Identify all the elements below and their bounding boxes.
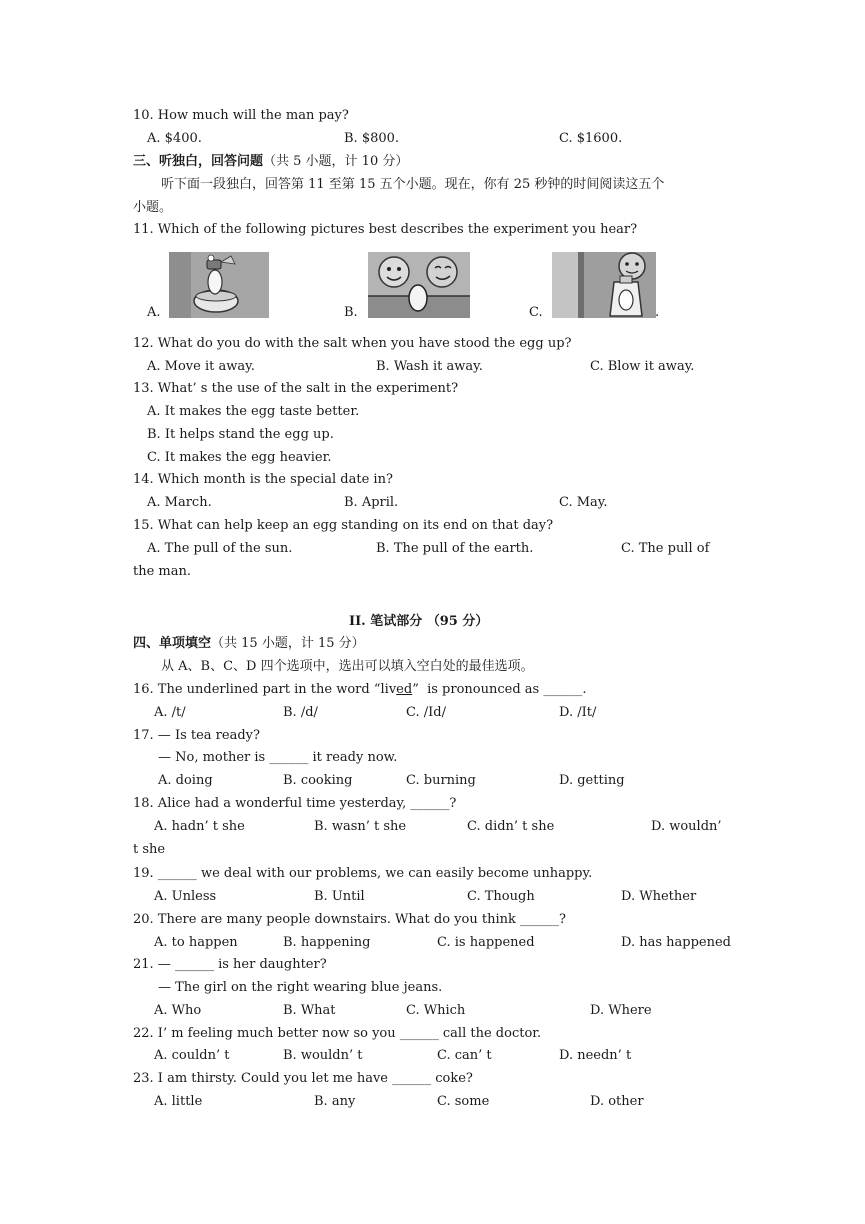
q19-option-c: C. Though bbox=[467, 889, 535, 904]
question-12-stem: 12. What do you do with the salt when you have stood the egg up? bbox=[133, 336, 572, 351]
q18-option-a: A. hadn’ t she bbox=[154, 819, 245, 834]
q10-option-a: A. $400. bbox=[147, 131, 202, 146]
q14-option-c: C. May. bbox=[559, 495, 608, 510]
q16-stem-pre: 16. The underlined part in the word “li bbox=[133, 682, 389, 697]
q18-option-c: C. didn’ t she bbox=[467, 819, 555, 834]
q22-option-b: B. wouldn’ t bbox=[283, 1048, 363, 1063]
q10-option-b: B. $800. bbox=[344, 131, 400, 146]
q16-stem-post: ” is pronounced as ______. bbox=[412, 682, 587, 697]
q23-option-c: C. some bbox=[437, 1094, 490, 1109]
q15-option-b: B. The pull of the earth. bbox=[376, 541, 534, 556]
q16-underlined-part: ed bbox=[396, 682, 413, 697]
q23-option-b: B. any bbox=[314, 1094, 356, 1109]
q22-option-a: A. couldn’ t bbox=[154, 1048, 230, 1063]
q16-option-d: D. /It/ bbox=[559, 705, 597, 720]
question-20-stem: 20. There are many people downstairs. What do you think ______? bbox=[133, 912, 566, 927]
q11-option-c: C. bbox=[529, 305, 543, 320]
part-2-title: II. 笔试部分 （95 分） bbox=[349, 614, 489, 629]
q20-option-c: C. is happened bbox=[437, 935, 535, 950]
q13-option-c: C. It makes the egg heavier. bbox=[147, 450, 332, 465]
q14-option-b: B. April. bbox=[344, 495, 399, 510]
section-3-instruction-line2: 小题。 bbox=[133, 200, 173, 215]
section-4-note: （共 15 小题，计 15 分） bbox=[211, 636, 365, 651]
q23-option-a: A. little bbox=[154, 1094, 203, 1109]
q21-option-b: B. What bbox=[283, 1003, 336, 1018]
q10-option-c: C. $1600. bbox=[559, 131, 623, 146]
q16-option-a: A. /t/ bbox=[154, 705, 186, 720]
question-17-stem: 17. — Is tea ready? bbox=[133, 728, 260, 743]
section-4-heading bbox=[133, 636, 365, 652]
q12-option-a: A. Move it away. bbox=[147, 359, 255, 374]
q17-option-b: B. cooking bbox=[283, 773, 353, 788]
section-4-instruction: 从 A、B、C、D 四个选项中，选出可以填入空白处的最佳选项。 bbox=[161, 659, 534, 674]
section-3-note: （共 5 小题，计 10 分） bbox=[263, 154, 409, 169]
question-11-stem: 11. Which of the following pictures best describes the experiment you hear? bbox=[133, 222, 638, 237]
question-15-stem: 15. What can help keep an egg standing on its end on that day? bbox=[133, 518, 554, 533]
q16-option-c: C. /Id/ bbox=[406, 705, 446, 720]
q21-option-c: C. Which bbox=[406, 1003, 466, 1018]
section-3-title: 三、听独白，回答问题 bbox=[133, 154, 264, 169]
q21-option-d: D. Where bbox=[590, 1003, 652, 1018]
q19-option-a: A. Unless bbox=[154, 889, 217, 904]
q20-option-d: D. has happened bbox=[621, 935, 731, 950]
q15-option-c: C. The pull of bbox=[621, 541, 710, 556]
q20-option-b: B. happening bbox=[283, 935, 371, 950]
q14-option-a: A. March. bbox=[147, 495, 212, 510]
q19-option-d: D. Whether bbox=[621, 889, 697, 904]
question-10-stem: 10. How much will the man pay? bbox=[133, 108, 349, 123]
q11-option-a: A. bbox=[147, 305, 161, 320]
q15-option-c-continuation: the man. bbox=[133, 564, 192, 579]
section-3-heading bbox=[133, 154, 408, 170]
q12-option-c: C. Blow it away. bbox=[590, 359, 695, 374]
q11-trailing-period: . bbox=[655, 305, 660, 320]
q16-option-b: B. /d/ bbox=[283, 705, 318, 720]
question-18-stem: 18. Alice had a wonderful time yesterday, ______? bbox=[133, 796, 457, 811]
q13-option-a: A. It makes the egg taste better. bbox=[147, 404, 360, 419]
q22-option-c: C. can’ t bbox=[437, 1048, 492, 1063]
q16-stem-mid: v bbox=[388, 682, 397, 697]
q19-option-b: B. Until bbox=[314, 889, 365, 904]
q11-option-b: B. bbox=[344, 305, 358, 320]
two-faces-egg-picture bbox=[368, 252, 470, 318]
egg-on-salt-bowl-picture bbox=[169, 252, 269, 318]
question-21-line2: — The girl on the right wearing blue jeans. bbox=[158, 980, 443, 995]
q12-option-b: B. Wash it away. bbox=[376, 359, 483, 374]
question-23-stem: 23. I am thirsty. Could you let me have ______ coke? bbox=[133, 1071, 473, 1086]
q18-option-d: D. wouldn’ bbox=[651, 819, 722, 834]
question-19-stem: 19. ______ we deal with our problems, we can easily become unhappy. bbox=[133, 866, 593, 881]
q22-option-d: D. needn’ t bbox=[559, 1048, 632, 1063]
question-13-stem: 13. What’ s the use of the salt in the experiment? bbox=[133, 381, 459, 396]
section-3-instruction-line1: 听下面一段独白，回答第 11 至第 15 五个小题。现在，你有 25 秒钟的时间阅读这五个 bbox=[161, 177, 665, 192]
q13-option-b: B. It helps stand the egg up. bbox=[147, 427, 334, 442]
section-4-title: 四、单项填空 bbox=[133, 636, 212, 651]
question-16-stem bbox=[133, 682, 586, 698]
q15-option-a: A. The pull of the sun. bbox=[147, 541, 293, 556]
question-17-line2: — No, mother is ______ it ready now. bbox=[158, 750, 398, 765]
question-22-stem: 22. I’ m feeling much better now so you ______ call the doctor. bbox=[133, 1026, 542, 1041]
question-21-stem: 21. — ______ is her daughter? bbox=[133, 957, 327, 972]
q17-option-d: D. getting bbox=[559, 773, 625, 788]
q17-option-a: A. doing bbox=[158, 773, 213, 788]
egg-bottle-picture bbox=[552, 252, 656, 318]
question-14-stem: 14. Which month is the special date in? bbox=[133, 472, 393, 487]
q17-option-c: C. burning bbox=[406, 773, 476, 788]
q18-option-d-continuation: t she bbox=[133, 842, 166, 857]
q20-option-a: A. to happen bbox=[154, 935, 238, 950]
q21-option-a: A. Who bbox=[154, 1003, 202, 1018]
q18-option-b: B. wasn’ t she bbox=[314, 819, 407, 834]
q23-option-d: D. other bbox=[590, 1094, 644, 1109]
